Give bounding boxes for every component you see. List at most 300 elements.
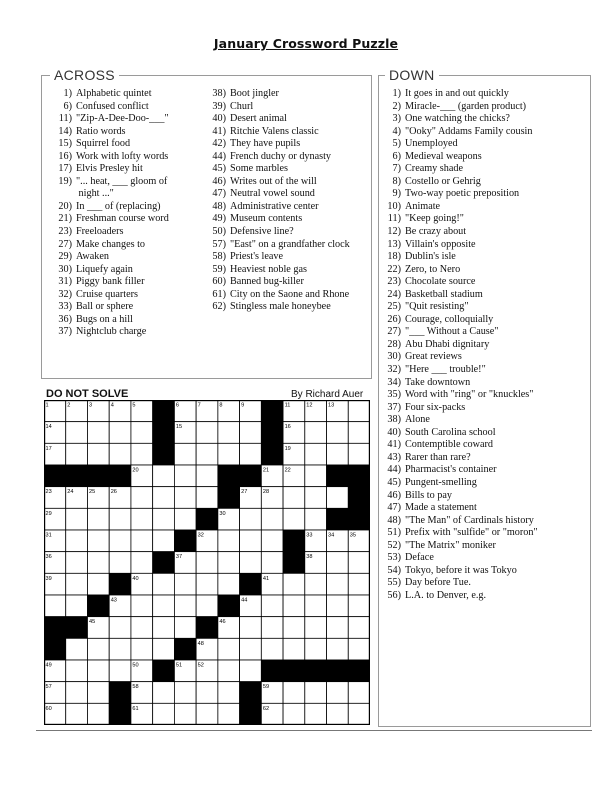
clue-text: Piggy bank filler [76,276,145,288]
grid-cell[interactable] [327,617,349,639]
clue-text: Villain's opposite [405,238,476,250]
across-clue [42,326,202,339]
grid-cell-number: 51 [175,662,183,669]
grid-cell[interactable] [66,595,88,617]
grid-cell[interactable] [348,638,370,660]
grid-cell[interactable] [109,443,131,465]
grid-cell[interactable] [305,465,327,487]
grid-black-square [66,617,88,639]
grid-black-square [240,465,262,487]
grid-cell[interactable] [240,660,262,682]
grid-cell-number: 53 [328,662,335,669]
grid-cell[interactable] [87,682,109,704]
grid-cell-number: 16 [284,424,291,431]
down-heading: DOWN [385,67,439,83]
grid-cell[interactable] [174,465,196,487]
grid-cell[interactable] [87,638,109,660]
grid-black-square [153,400,175,422]
clue-text: Creamy shade [405,163,463,175]
grid-cell-number: 2 [67,402,71,409]
grid-cell-number: 23 [45,489,52,496]
clue-number: 42) [212,138,226,150]
grid-cell-number: 50 [132,662,139,669]
grid-cell[interactable] [174,487,196,509]
grid-cell[interactable] [327,638,349,660]
across-clue [200,251,370,264]
grid-cell[interactable] [305,595,327,617]
grid-cell[interactable] [348,617,370,639]
grid-cell[interactable] [153,465,175,487]
clue-number: 40) [387,426,401,438]
down-clue [379,176,589,189]
grid-cell-number: 29 [45,510,52,517]
grid-cell[interactable] [305,638,327,660]
across-clue [42,163,202,176]
grid-cell[interactable] [305,682,327,704]
clue-text: "The Matrix" moniker [405,539,496,551]
across-clue [200,101,370,114]
grid-cell[interactable] [283,595,305,617]
grid-black-square [327,465,349,487]
grid-cell[interactable] [153,617,175,639]
clue-number: 27) [387,326,401,338]
clue-number: 20) [58,200,72,212]
down-clue [379,163,589,176]
clue-number: 46) [387,489,401,501]
grid-cell-number: 49 [45,662,52,669]
grid-cell[interactable] [218,638,240,660]
grid-cell[interactable] [153,595,175,617]
clue-text: Costello or Gehrig [405,175,481,187]
grid-cell[interactable] [283,487,305,509]
down-clue [379,188,589,201]
grid-cell[interactable] [109,552,131,574]
grid-cell[interactable] [240,552,262,574]
grid-cell[interactable] [66,443,88,465]
clue-text: Day before Tue. [405,577,471,589]
grid-cell[interactable] [131,530,153,552]
grid-cell[interactable] [109,508,131,530]
clue-text: Ratio words [76,125,126,137]
grid-cell[interactable] [240,617,262,639]
clue-number: 21) [58,213,72,225]
grid-cell[interactable] [348,443,370,465]
clue-text: "Ooky" Addams Family cousin [405,125,533,137]
grid-cell-number: 58 [132,684,139,691]
grid-cell[interactable] [131,443,153,465]
clue-text: Zero, to Nero [405,263,461,275]
grid-cell[interactable] [305,422,327,444]
clue-number: 48) [212,200,226,212]
clue-number: 37) [387,401,401,413]
clue-text: Some marbles [230,163,289,175]
grid-cell-number: 57 [45,684,52,691]
grid-cell[interactable] [240,638,262,660]
down-clue [379,477,589,490]
clue-number: 40) [212,113,226,125]
clue-number: 33) [58,301,72,313]
clue-text: Elvis Presley hit [76,163,143,175]
grid-cell[interactable] [153,487,175,509]
grid-cell[interactable] [305,487,327,509]
clue-number: 11) [387,213,401,225]
clue-number: 12) [387,226,401,238]
grid-cell[interactable] [196,682,218,704]
grid-cell[interactable] [66,573,88,595]
grid-black-square [153,660,175,682]
down-clues-panel [378,67,591,727]
down-clues-column [379,88,589,602]
across-clue [200,276,370,289]
grid-black-square [261,422,283,444]
grid-cell-number: 38 [306,554,313,561]
grid-cell[interactable] [348,422,370,444]
grid-cell[interactable] [218,422,240,444]
across-clue [200,226,370,239]
grid-cell[interactable] [196,552,218,574]
grid-cell[interactable] [174,703,196,725]
grid-cell[interactable] [218,573,240,595]
grid-cell[interactable] [109,422,131,444]
grid-cell[interactable] [87,422,109,444]
clue-text: Word with "ring" or "knuckles" [405,389,534,401]
down-clue [379,427,589,440]
clue-number: 9) [392,188,401,200]
clue-number: 15) [58,138,72,150]
grid-cell[interactable] [240,422,262,444]
grid-black-square [44,465,66,487]
grid-cell-number: 5 [132,402,136,409]
clue-number: 44) [212,150,226,162]
grid-cell[interactable] [109,660,131,682]
grid-cell[interactable] [66,422,88,444]
grid-cell[interactable] [327,552,349,574]
grid-black-square [174,638,196,660]
grid-cell[interactable] [261,595,283,617]
clue-number: 39) [212,100,226,112]
clue-number: 44) [387,464,401,476]
grid-cell[interactable] [196,465,218,487]
grid-black-square [283,530,305,552]
down-clue [379,101,589,114]
across-clue [42,239,202,252]
grid-cell[interactable] [66,682,88,704]
grid-cell[interactable] [327,443,349,465]
clue-number: 2) [392,100,401,112]
grid-cell-number: 22 [284,467,291,474]
grid-cell[interactable] [348,595,370,617]
clue-text: Make changes to [76,238,146,250]
grid-cell[interactable] [66,552,88,574]
grid-cell[interactable] [109,638,131,660]
clue-number: 35) [387,389,401,401]
grid-cell-number: 42 [88,597,96,604]
grid-cell[interactable] [327,703,349,725]
grid-cell[interactable] [109,617,131,639]
grid-black-square [240,703,262,725]
grid-cell[interactable] [174,508,196,530]
clue-text: Unemployed [405,138,458,150]
clue-number: 13) [387,238,401,250]
grid-cell-number: 34 [328,532,335,539]
across-clue [42,176,202,201]
down-clue [379,490,589,503]
grid-cell-number: 20 [132,467,139,474]
clue-text: Two-way poetic preposition [405,188,520,200]
grid-cell[interactable] [261,617,283,639]
clue-number: 36) [58,313,72,325]
grid-cell[interactable] [261,638,283,660]
grid-cell[interactable] [131,617,153,639]
clue-number: 30) [58,263,72,275]
clue-text: Cruise quarters [76,288,138,300]
grid-cell[interactable] [174,573,196,595]
across-clue [200,213,370,226]
clue-text: Heaviest noble gas [230,263,307,275]
clue-text: Priest's leave [230,251,284,263]
grid-cell[interactable] [87,530,109,552]
clue-text: Courage, colloquially [405,313,494,325]
clue-text: "___ Without a Cause" [405,326,499,338]
grid-cell[interactable] [240,530,262,552]
clue-text: Banned bug-killer [230,276,304,288]
clue-text: Great reviews [405,351,462,363]
grid-cell[interactable] [196,703,218,725]
grid-cell[interactable] [174,682,196,704]
grid-cell[interactable] [348,573,370,595]
down-clue [379,226,589,239]
grid-cell[interactable] [131,638,153,660]
clue-text: Pungent-smelling [405,476,477,488]
clue-number: 6) [63,100,72,112]
grid-black-square [196,617,218,639]
clue-text: Bills to pay [405,489,452,501]
crossword-grid [44,400,370,725]
clue-text: Dublin's isle [405,251,456,263]
grid-cell[interactable] [218,703,240,725]
across-clue [200,188,370,201]
grid-cell-number: 37 [175,554,183,561]
clue-text: Freshman course word [76,213,169,225]
grid-cell[interactable] [283,703,305,725]
grid-black-square [66,465,88,487]
grid-black-square [261,443,283,465]
across-clue [42,113,202,126]
grid-cell[interactable] [87,573,109,595]
grid-cell[interactable] [283,638,305,660]
grid-cell[interactable] [348,400,370,422]
grid-cell[interactable] [153,530,175,552]
grid-cell[interactable] [283,617,305,639]
grid-cell[interactable] [131,487,153,509]
across-clue [200,163,370,176]
clue-number: 53) [387,552,401,564]
grid-black-square [196,508,218,530]
grid-cell[interactable] [87,443,109,465]
grid-black-square [348,508,370,530]
clue-number: 45) [212,163,226,175]
clue-number: 62) [212,301,226,313]
grid-cell[interactable] [305,703,327,725]
grid-cell[interactable] [283,573,305,595]
grid-cell[interactable] [131,552,153,574]
grid-cell[interactable] [327,487,349,509]
grid-cell[interactable] [174,617,196,639]
grid-cell[interactable] [348,682,370,704]
grid-cell[interactable] [174,443,196,465]
across-clue [42,213,202,226]
grid-cell-number: 48 [197,640,204,647]
grid-black-square [283,660,305,682]
grid-cell[interactable] [153,682,175,704]
down-clue [379,389,589,402]
grid-cell-number: 43 [110,597,117,604]
clue-text: Freeloaders [76,226,124,238]
grid-cell-number: 25 [88,489,96,496]
grid-black-square [153,422,175,444]
clue-number: 27) [58,238,72,250]
clue-number: 32) [58,288,72,300]
clue-number: 61) [212,288,226,300]
across-clues-column-1 [42,88,202,339]
down-clue [379,439,589,452]
down-clue [379,314,589,327]
grid-cell[interactable] [66,530,88,552]
crossword-grid-svg [44,400,370,725]
clue-number: 56) [387,589,401,601]
grid-cell[interactable] [44,595,66,617]
grid-cell[interactable] [327,573,349,595]
grid-cell-number: 3 [88,402,93,409]
grid-cell[interactable] [153,703,175,725]
grid-cell[interactable] [240,508,262,530]
grid-cell-number: 11 [284,402,291,409]
grid-cell[interactable] [218,530,240,552]
grid-cell[interactable] [87,703,109,725]
grid-cell-number: 41 [262,575,270,582]
grid-cell[interactable] [305,443,327,465]
across-clue [42,201,202,214]
grid-cell[interactable] [305,617,327,639]
clue-number: 23) [387,276,401,288]
across-clue [200,289,370,302]
grid-cell[interactable] [196,487,218,509]
grid-cell[interactable] [87,508,109,530]
grid-black-square [109,682,131,704]
grid-cell[interactable] [348,552,370,574]
grid-cell[interactable] [196,573,218,595]
clue-text: Liquefy again [76,263,133,275]
grid-cell[interactable] [348,703,370,725]
grid-cell[interactable] [109,530,131,552]
grid-cell[interactable] [87,552,109,574]
clue-text: Contemptible coward [405,439,493,451]
grid-cell[interactable] [305,573,327,595]
grid-cell[interactable] [131,508,153,530]
grid-cell[interactable] [153,508,175,530]
grid-cell[interactable] [66,660,88,682]
clue-number: 52) [387,539,401,551]
clue-text: Churl [230,100,254,112]
grid-cell-number: 52 [197,662,204,669]
grid-cell-number: 33 [306,532,313,539]
clue-text: Miracle-___ (garden product) [405,100,527,112]
grid-cell[interactable] [153,573,175,595]
clue-text: Alphabetic quintet [76,88,152,99]
across-clue [42,276,202,289]
grid-black-square [261,660,283,682]
grid-cell-number: 8 [219,402,223,409]
grid-cell-number: 27 [241,489,248,496]
grid-cell-number: 44 [241,597,248,604]
grid-black-square [305,660,327,682]
across-clue [42,314,202,327]
grid-cell[interactable] [196,443,218,465]
clue-number: 60) [212,276,226,288]
grid-cell[interactable] [327,422,349,444]
clue-text: It goes in and out quickly [405,88,509,99]
grid-cell-number: 60 [45,705,52,712]
clue-number: 30) [387,351,401,363]
clue-text: Awaken [76,251,110,263]
down-clue [379,351,589,364]
clue-number: 38) [387,414,401,426]
down-clue [379,364,589,377]
grid-black-square [87,465,109,487]
down-clue [379,414,589,427]
grid-cell[interactable] [87,660,109,682]
grid-cell[interactable] [131,422,153,444]
grid-cell[interactable] [261,530,283,552]
grid-cell[interactable] [261,552,283,574]
grid-cell[interactable] [66,703,88,725]
clue-text: Defensive line? [230,226,294,238]
grid-cell[interactable] [261,508,283,530]
grid-black-square [218,465,240,487]
grid-cell[interactable] [196,422,218,444]
grid-cell[interactable] [283,682,305,704]
grid-cell[interactable] [66,638,88,660]
grid-cell[interactable] [153,638,175,660]
down-clue [379,402,589,415]
grid-cell[interactable] [218,552,240,574]
across-clue [42,251,202,264]
grid-black-square [240,573,262,595]
grid-black-square [109,465,131,487]
grid-cell[interactable] [327,682,349,704]
clue-number: 47) [387,502,401,514]
grid-cell[interactable] [218,443,240,465]
clue-text: Squirrel food [76,138,131,150]
grid-cell[interactable] [240,443,262,465]
clue-number: 37) [58,326,72,338]
grid-cell-number: 10 [262,402,270,409]
grid-black-square [283,552,305,574]
grid-cell[interactable] [283,508,305,530]
down-clue [379,276,589,289]
grid-cell[interactable] [327,595,349,617]
clue-text: Medieval weapons [405,150,482,162]
grid-cell[interactable] [66,508,88,530]
grid-cell[interactable] [218,660,240,682]
clue-number: 3) [392,113,401,125]
grid-cell[interactable] [131,595,153,617]
grid-cell[interactable] [218,682,240,704]
grid-cell[interactable] [174,595,196,617]
across-clue [42,289,202,302]
grid-cell[interactable] [305,508,327,530]
grid-cell[interactable] [196,595,218,617]
